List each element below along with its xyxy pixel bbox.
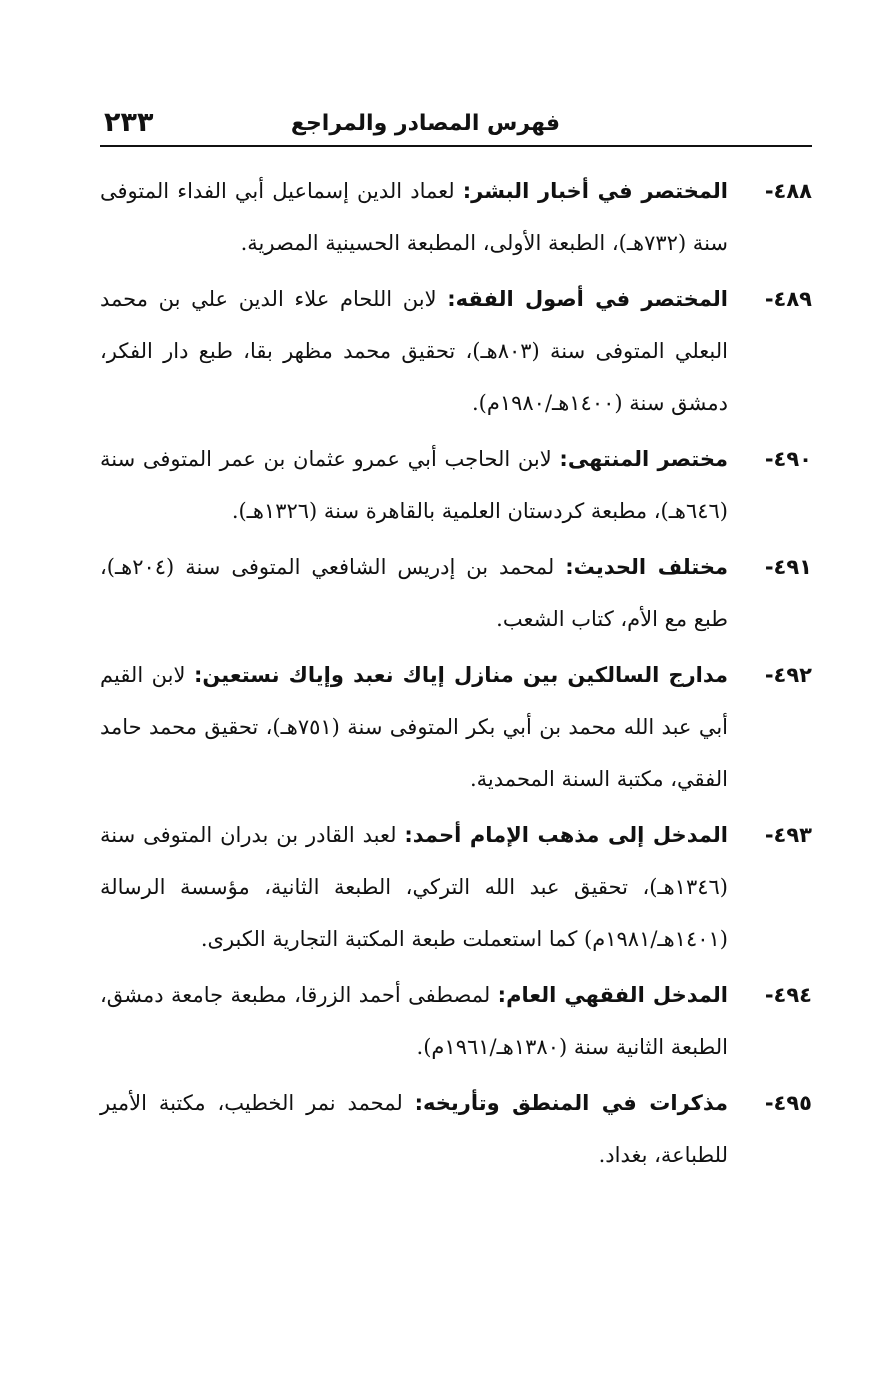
entry-number: ٤٩٣- [764, 823, 812, 847]
entry-text: لابن القيم أبي عبد الله محمد بن أبي بكر المتوفى سنة (٧٥١هـ)، تحقيق محمد حامد الفقي، مكتبة السنة المحمدية. [100, 663, 729, 791]
running-title: فهرس المصادر والمراجع [290, 111, 560, 136]
entry-title: مذكرات في المنطق وتأريخه: [414, 1091, 728, 1115]
bibliography-entry [100, 433, 812, 537]
entry-number: ٤٩٥- [764, 1091, 812, 1115]
entry-text: لمحمد بن إدريس الشافعي المتوفى سنة (٢٠٤هـ)، طبع مع الأم، كتاب الشعب. [100, 555, 728, 631]
page-number: ٢٣٣ [104, 107, 154, 138]
entry-number: ٤٩٢- [764, 663, 812, 687]
entry-title: المختصر في أصول الفقه: [447, 287, 728, 311]
entry-number: ٤٩٤- [764, 983, 812, 1007]
bibliography-entry [100, 649, 812, 805]
bibliography-entry [100, 273, 812, 429]
entry-title: المختصر في أخبار البشر: [462, 179, 729, 203]
entry-title: مختلف الحديث: [565, 555, 728, 579]
entry-title: مختصر المنتهى: [559, 447, 729, 471]
page-header [100, 105, 812, 147]
entry-title: مدارج السالكين بين منازل إياك نعبد وإياك نستعين: [193, 663, 728, 687]
entry-text: لابن اللحام علاء الدين علي بن محمد البعلي المتوفى سنة (٨٠٣هـ)، تحقيق محمد مظهر بقا، طبع دار الفكر، دمشق سنة (١٤٠٠هـ/١٩٨٠م). [100, 287, 729, 415]
entry-text: لابن الحاجب أبي عمرو عثمان بن عمر المتوفى سنة (٦٤٦هـ)، مطبعة كردستان العلمية بالقاهرة سنة (١٣٢٦هـ). [100, 447, 728, 523]
book-page [100, 105, 812, 1185]
bibliography-entry [100, 809, 812, 965]
entry-title: المدخل إلى مذهب الإمام أحمد: [404, 823, 728, 847]
bibliography-list [100, 165, 812, 1181]
entry-text: لعماد الدين إسماعيل أبي الفداء المتوفى سنة (٧٣٢هـ)، الطبعة الأولى، المطبعة الحسينية المصرية. [100, 179, 728, 255]
entry-text: لمحمد نمر الخطيب، مكتبة الأمير للطباعة، بغداد. [100, 1091, 728, 1167]
entry-text: لمصطفى أحمد الزرقا، مطبعة جامعة دمشق، الطبعة الثانية سنة (١٣٨٠هـ/١٩٦١م). [100, 983, 728, 1059]
entry-number: ٤٨٩- [764, 287, 812, 311]
bibliography-entry [100, 541, 812, 645]
entry-number: ٤٩٠- [764, 447, 812, 471]
entry-number: ٤٩١- [764, 555, 812, 579]
bibliography-entry [100, 969, 812, 1073]
entry-text: لعبد القادر بن بدران المتوفى سنة (١٣٤٦هـ)، تحقيق عبد الله التركي، الطبعة الثانية، مؤسسة الرسالة (١٤٠١هـ/١٩٨١م) كما استعملت طبعة المكتبة التجارية الكبرى. [100, 823, 728, 951]
bibliography-entry [100, 1077, 812, 1181]
entry-number: ٤٨٨- [764, 179, 812, 203]
bibliography-entry [100, 165, 812, 269]
entry-title: المدخل الفقهي العام: [497, 983, 729, 1007]
